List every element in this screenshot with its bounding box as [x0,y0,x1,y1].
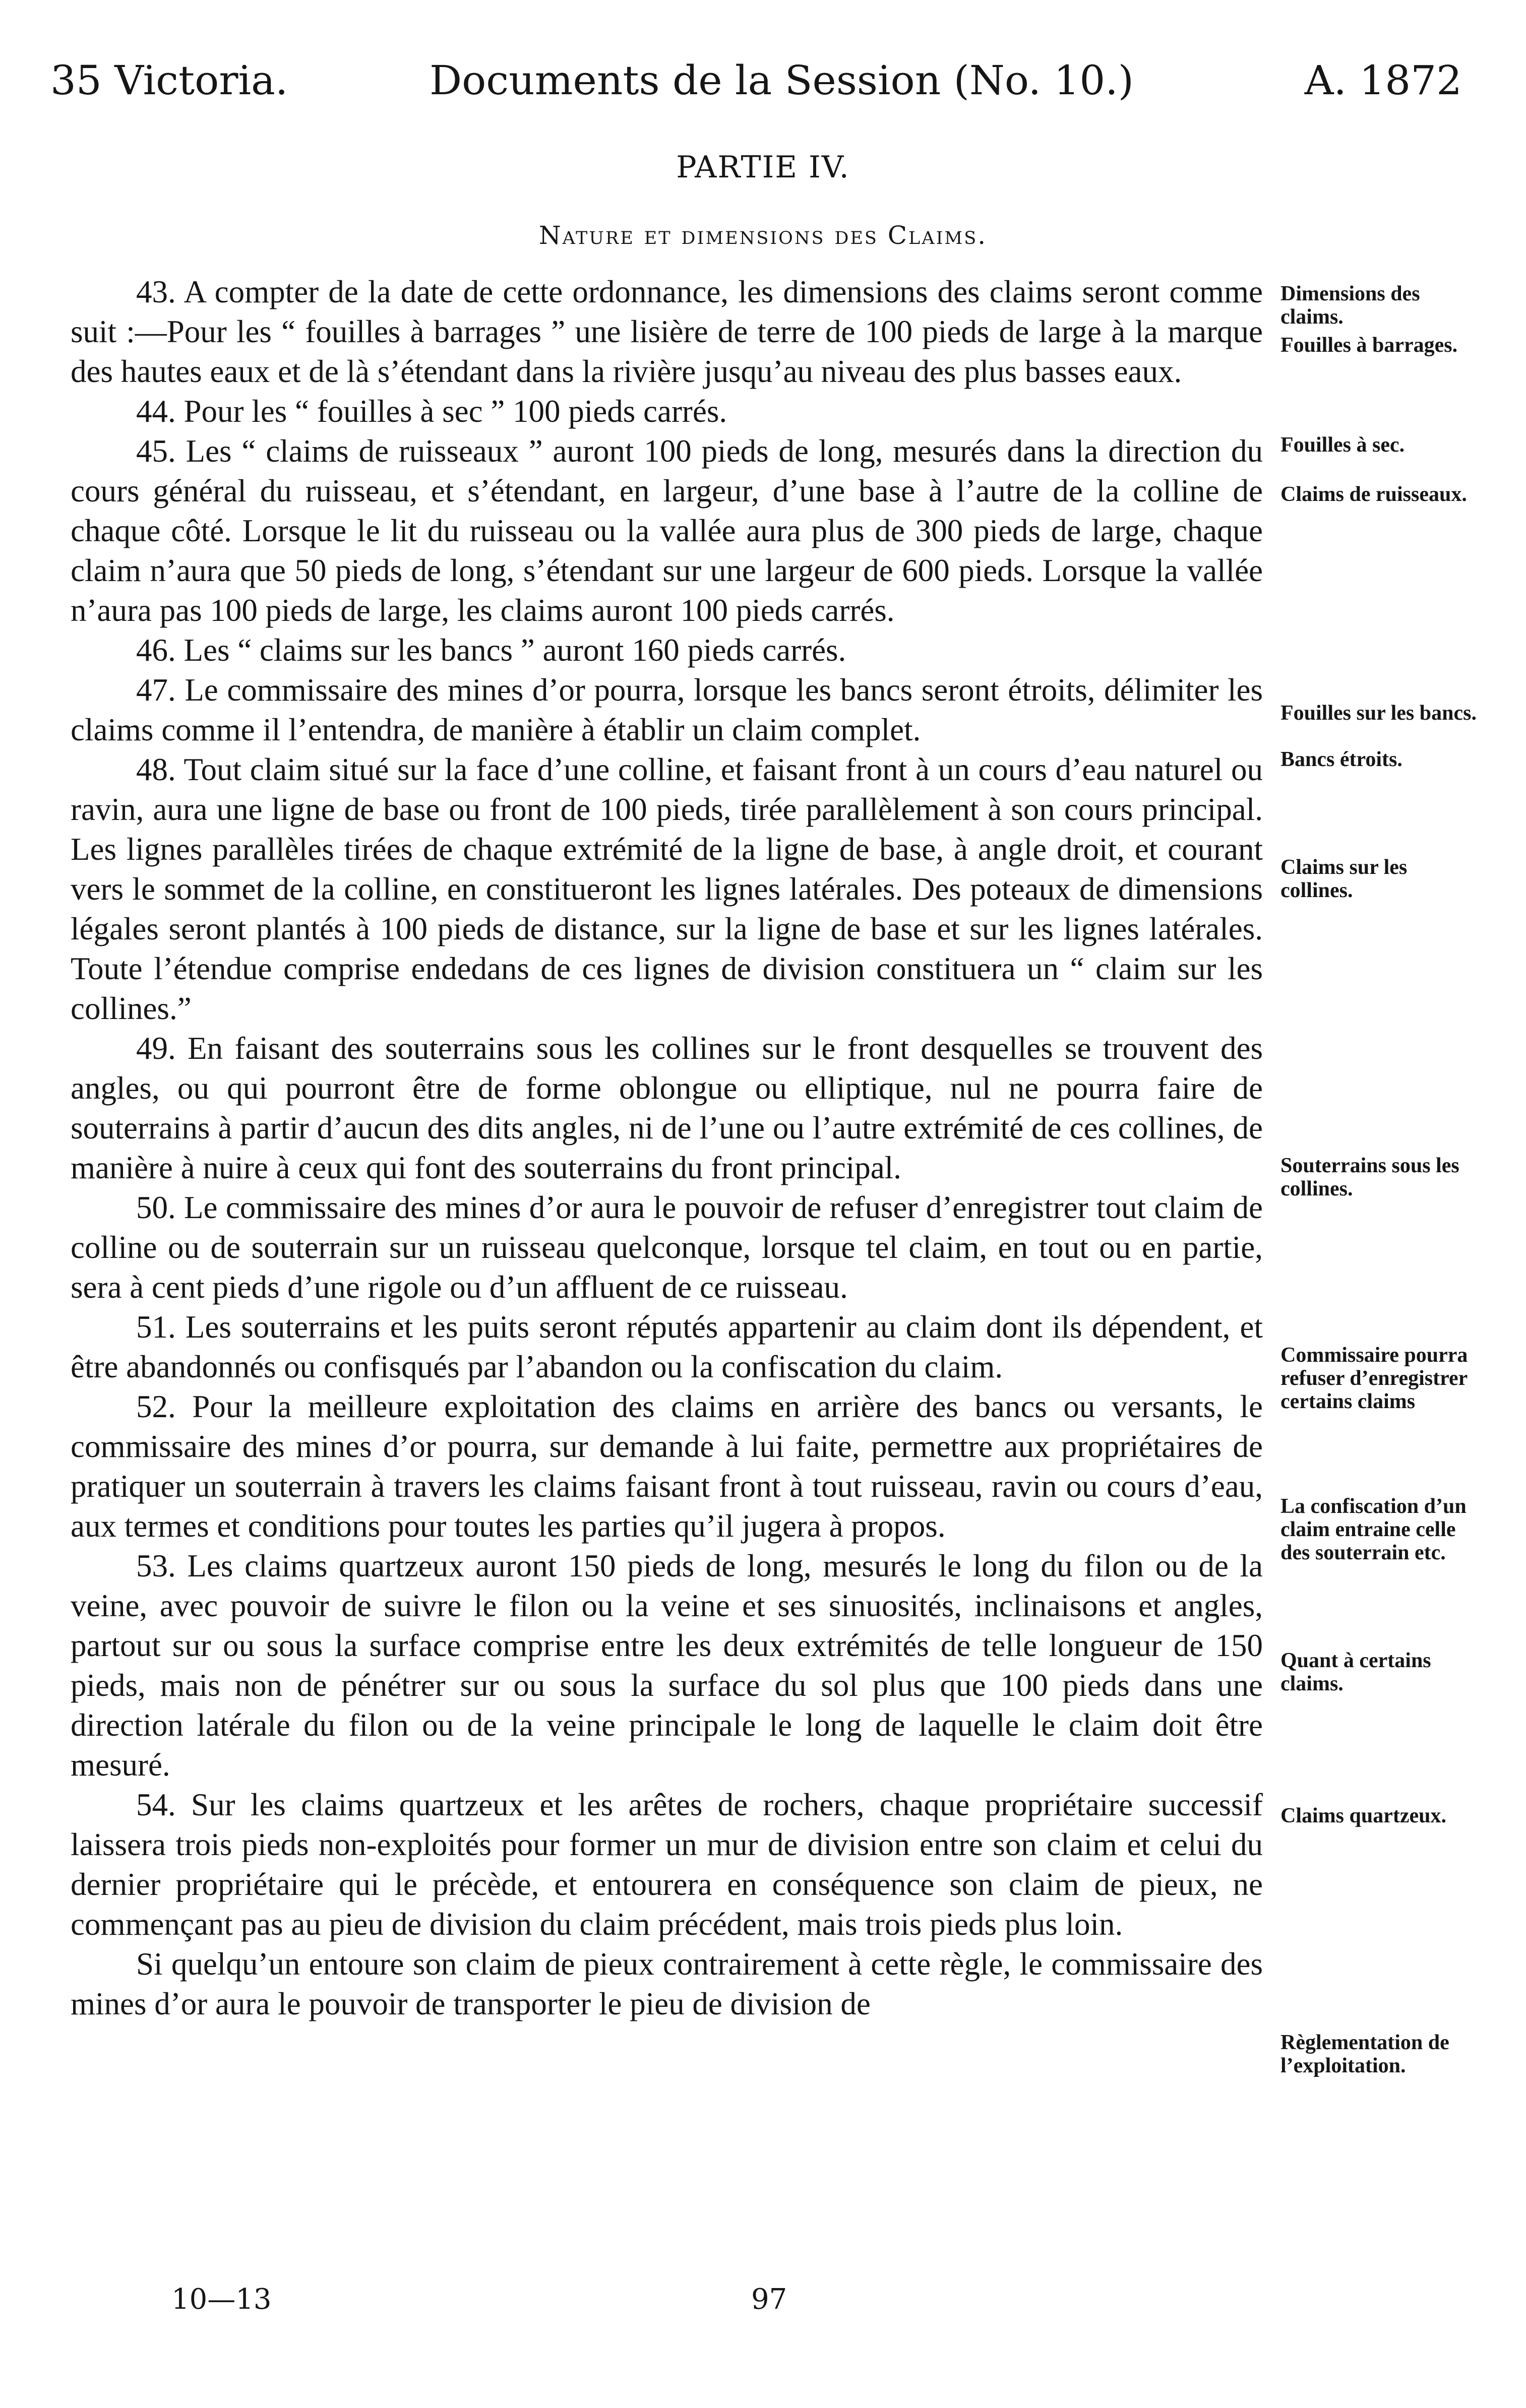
margin-note-certains-claims: Quant à certains claims. [1280,1649,1431,1695]
paragraph-53: 53. Les claims quartzeux auront 150 pieds de long, mesurés le long du filon ou de la veine, avec pouvoir de suivre le filon ou la veine et ses sinuosités, inclinaisons et angles, partout sur ou sous la surface comprise entre les deux extrémités de telle longueur de 150 pieds, mais non de pénétrer sur ou sous la surface du sol plus que 100 pieds dans une direction latérale du filon ou de la veine principale le long de laquelle le claim doit être mesuré. [71,1548,1263,1783]
paragraph-44: 44. Pour les “ fouilles à sec ” 100 pieds carrés. [136,394,727,429]
paragraph-43: 43. A compter de la date de cette ordonnance, les dimensions des claims seront comme suit :—Pour les “ fouilles à barrages ” une lisière de terre de 100 pieds de large à la marque des hautes eaux et de là s’étendant dans la rivière jusqu’au niveau des plus basses eaux. [71,274,1263,389]
running-header [50,53,1462,108]
paragraph-54: 54. Sur les claims quartzeux et les arêtes de rochers, chaque propriétaire successif laissera trois pieds non-exploités pour former un mur de division entre son claim et celui du dernier propriétaire qui le précède, et entourera en conséquence son claim de pieux, ne commençant pas au pieu de division du claim précédent, mais trois pieds plus loin. [71,1787,1263,1942]
margin-note-claims-quartzeux: Claims quartzeux. [1280,1804,1446,1827]
margin-note-commissaire: Commissaire pourra refuser d’enregistrer certains claims [1280,1344,1468,1413]
paragraph-50: 50. Le commissaire des mines d’or aura le pouvoir de refuser d’enregistrer tout claim de colline ou de souterrain sur un ruisseau quelconque, lorsque tel claim, en tout ou en partie, sera à cent pieds d’une rigole ou d’un affluent de ce ruisseau. [71,1190,1263,1305]
margin-note-bancs-etroits: Bancs étroits. [1280,748,1402,771]
paragraph-52: 52. Pour la meilleure exploitation des claims en arrière des bancs ou versants, le commissaire des mines d’or pourra, sur demande à lui faite, permettre aux propriétaires de pratiquer un souterrain à travers les claims faisant front à tout ruisseau, ravin ou cours d’eau, aux termes et conditions pour toutes les parties qu’il jugera à propos. [71,1389,1263,1544]
margin-note-confiscation: La confiscation d’un claim entraine celle des souterrain etc. [1280,1495,1467,1564]
paragraph-46: 46. Les “ claims sur les bancs ” auront 160 pieds carrés. [136,632,846,668]
margin-note-claims-collines: Claims sur les collines. [1280,856,1408,902]
paragraph-47: 47. Le commissaire des mines d’or pourra, lorsque les bancs seront étroits, délimiter les claims comme il l’entendra, de manière à établir un claim complet. [71,672,1263,747]
margin-note-fouilles-barrages: Fouilles à barrages. [1280,334,1458,357]
header-victoria: 35 Victoria. [50,57,288,104]
paragraph-54-continued: Si quelqu’un entoure son claim de pieux contrairement à cette règle, le commissaire des mines d’or aura le pouvoir de transporter le pieu de division de [71,1946,1263,2021]
margin-note-claims-ruisseaux: Claims de ruisseaux. [1280,483,1467,506]
paragraph-45: 45. Les “ claims de ruisseaux ” auront 100 pieds de long, mesurés dans la direction du cours général du ruisseau, et s’étendant, en largeur, d’une base à l’autre de la colline de chaque côté. Lorsque le lit du ruisseau ou la vallée aura plus de 300 pieds de large, chaque claim n’aura que 50 pieds de long, s’étendant sur une largeur de 600 pieds. Lorsque la vallée n’aura pas 100 pieds de large, les claims auront 100 pieds carrés. [71,433,1263,628]
margin-note-fouilles-sec: Fouilles à sec. [1280,433,1405,457]
footer-signature: 10—13 [171,2283,272,2316]
margin-note-fouilles-bancs: Fouilles sur les bancs. [1280,702,1477,725]
body-text [71,272,1263,2024]
part-subtitle: Nature et dimensions des Claims. [538,221,988,250]
page-number: 97 [751,2283,787,2316]
margin-note-dimensions: Dimensions des claims. [1280,282,1420,329]
header-documents-session: Documents de la Session (No. 10.) [430,57,1134,104]
margin-note-reglementation: Règlementation de l’exploitation. [1280,2031,1449,2077]
part-title: PARTIE IV. [676,150,850,185]
paragraph-48: 48. Tout claim situé sur la face d’une colline, et faisant front à un cours d’eau naturel ou ravin, aura une ligne de base ou front de 100 pieds, tirée parallèlement à son cours principal. Les lignes parallèles tirées de chaque extrémité de la ligne de base, à angle droit, et courant vers le sommet de la colline, en constitueront les lignes latérales. Des poteaux de dimensions légales seront plantés à 100 pieds de distance, sur la ligne de base et sur les lignes latérales. Toute l’étendue comprise endedans de ces lignes de division constituera un “ claim sur les collines.” [71,752,1263,1026]
margin-note-souterrains: Souterrains sous les collines. [1280,1154,1459,1200]
header-year: A. 1872 [1304,57,1462,104]
paragraph-49: 49. En faisant des souterrains sous les collines sur le front desquelles se trouvent des angles, ou qui pourront être de forme oblongue ou elliptique, nul ne pourra faire de souterrains à partir d’aucun des dits angles, ni de l’une ou l’autre extrémité de ces collines, de manière à nuire à ceux qui font des souterrains du front principal. [71,1031,1263,1185]
paragraph-51: 51. Les souterrains et les puits seront réputés appartenir au claim dont ils dépendent, et être abandonnés ou confisqués par l’abandon ou la confiscation du claim. [71,1309,1263,1384]
